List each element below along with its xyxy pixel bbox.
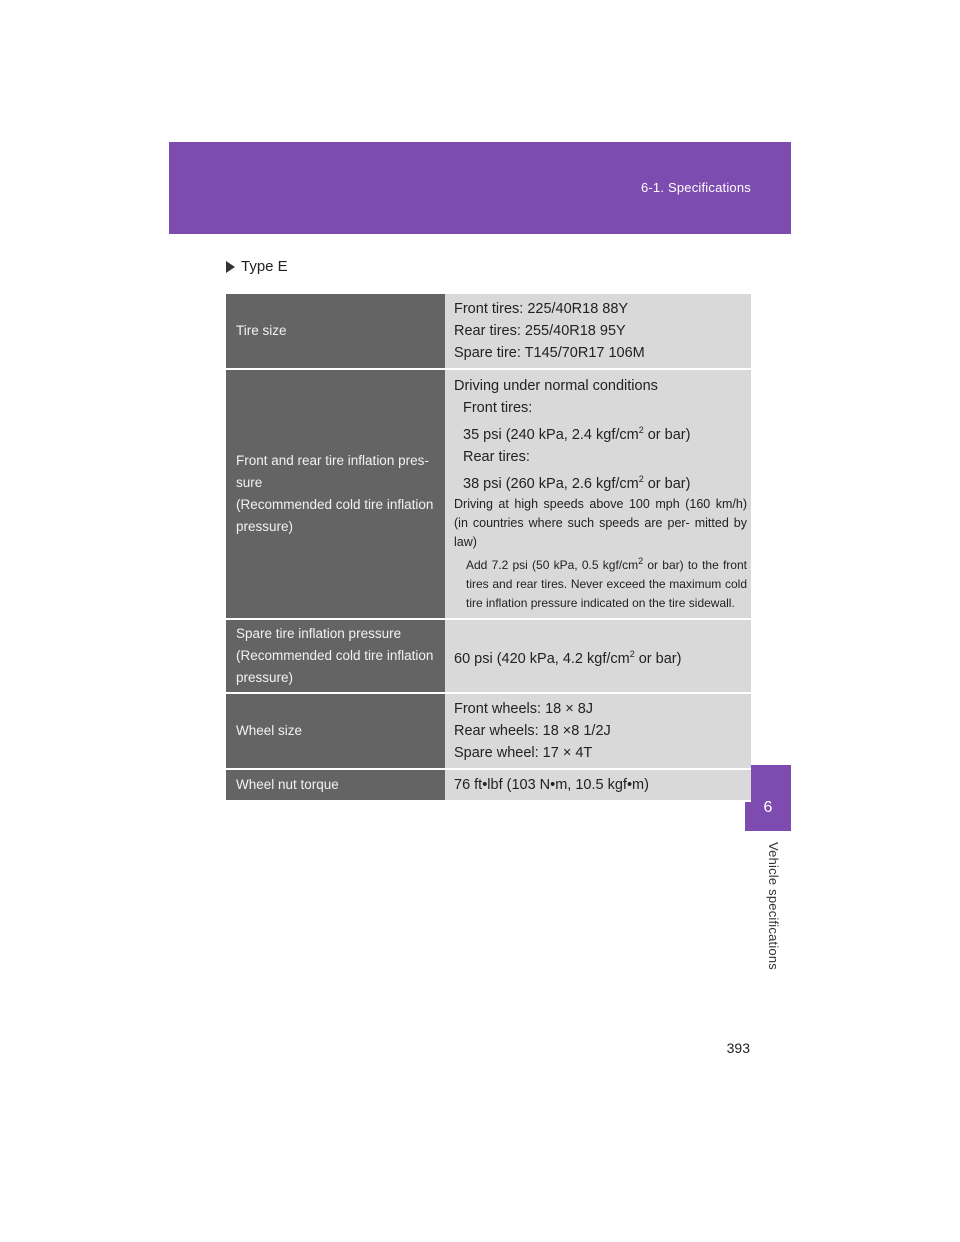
page-number: 393 <box>726 1040 750 1056</box>
adjust-text: Add 7.2 psi (50 kPa, 0.5 kgf/cm <box>466 557 639 572</box>
spare-label-line: pressure) <box>236 670 294 685</box>
table-row <box>226 294 751 369</box>
rear-tires-label: Rear tires: <box>463 449 530 465</box>
tire-size-label: Tire size <box>226 294 445 369</box>
inflation-label-line: (Recommended cold tire inflation <box>236 497 434 512</box>
chapter-number: 6 <box>763 799 773 816</box>
high-speed-note: Driving at high speeds above 100 mph (160 km/h) (in countries where such speeds are per- mitted by law) <box>454 496 747 549</box>
rear-tire-size: Rear tires: 255/40R18 95Y <box>454 323 626 339</box>
table-row <box>226 369 751 619</box>
spare-inflation-value <box>445 619 751 693</box>
spare-label-line: (Recommended cold tire inflation <box>236 648 434 663</box>
pressure-text: 38 psi (260 kPa, 2.6 kgf/cm <box>463 475 639 492</box>
chapter-label: Vehicle specifications <box>766 842 781 970</box>
spare-inflation-label <box>226 619 445 693</box>
normal-conditions: Driving under normal conditions <box>454 378 658 395</box>
section-title: 6-1. Specifications <box>640 180 751 195</box>
type-heading <box>226 258 288 275</box>
table-row <box>226 769 751 801</box>
wheel-size-value <box>445 693 751 769</box>
wheel-size-label: Wheel size <box>226 693 445 769</box>
inflation-label <box>226 369 445 619</box>
pressure-text: 35 psi (240 kPa, 2.4 kgf/cm <box>463 427 639 443</box>
triangle-bullet-icon <box>226 261 235 273</box>
adjust-text: or bar) to the front tires and rear tires. Never exceed the maximum cold tire inflation pressure indicated on the tire sidewall. <box>466 557 747 610</box>
tire-size-value <box>445 294 751 369</box>
rear-tires-pressure <box>454 468 747 495</box>
inflation-label-line: Front and rear tire inflation pres- <box>236 453 429 468</box>
front-tire-size: Front tires: 225/40R18 88Y <box>454 301 629 317</box>
wheel-nut-torque-value: 76 ft•lbf (103 N•m, 10.5 kgf•m) <box>445 769 751 801</box>
spare-label-line: Spare tire inflation pressure <box>236 626 402 641</box>
spare-pressure-text: or bar) <box>634 650 682 667</box>
high-speed-adjustment <box>454 552 747 613</box>
pressure-text: or bar) <box>643 475 691 492</box>
front-tires-pressure <box>454 419 747 446</box>
wheel-nut-torque-label: Wheel nut torque <box>226 769 445 801</box>
spare-wheel-size: Spare wheel: 17 × 4T <box>454 745 593 761</box>
rear-wheel-size: Rear wheels: 18 ×8 1/2J <box>454 723 611 739</box>
spare-tire-size: Spare tire: T145/70R17 106M <box>454 345 645 361</box>
pressure-text: or bar) <box>643 427 691 443</box>
table-row <box>226 693 751 769</box>
inflation-value <box>445 369 751 619</box>
inflation-label-line: pressure) <box>236 519 294 534</box>
superscript: 2 <box>638 425 644 436</box>
spare-pressure-text: 60 psi (420 kPa, 4.2 kgf/cm <box>454 650 630 667</box>
superscript: 2 <box>638 474 644 484</box>
table-row <box>226 619 751 693</box>
section-header <box>169 142 791 234</box>
front-tires-label: Front tires: <box>463 400 533 417</box>
spec-table <box>226 294 751 802</box>
front-wheel-size: Front wheels: 18 × 8J <box>454 701 594 717</box>
superscript: 2 <box>629 648 635 659</box>
type-heading-text: Type E <box>241 258 288 275</box>
inflation-label-line: sure <box>236 475 263 490</box>
superscript: 2 <box>638 555 644 566</box>
chapter-tab[interactable] <box>745 765 791 831</box>
